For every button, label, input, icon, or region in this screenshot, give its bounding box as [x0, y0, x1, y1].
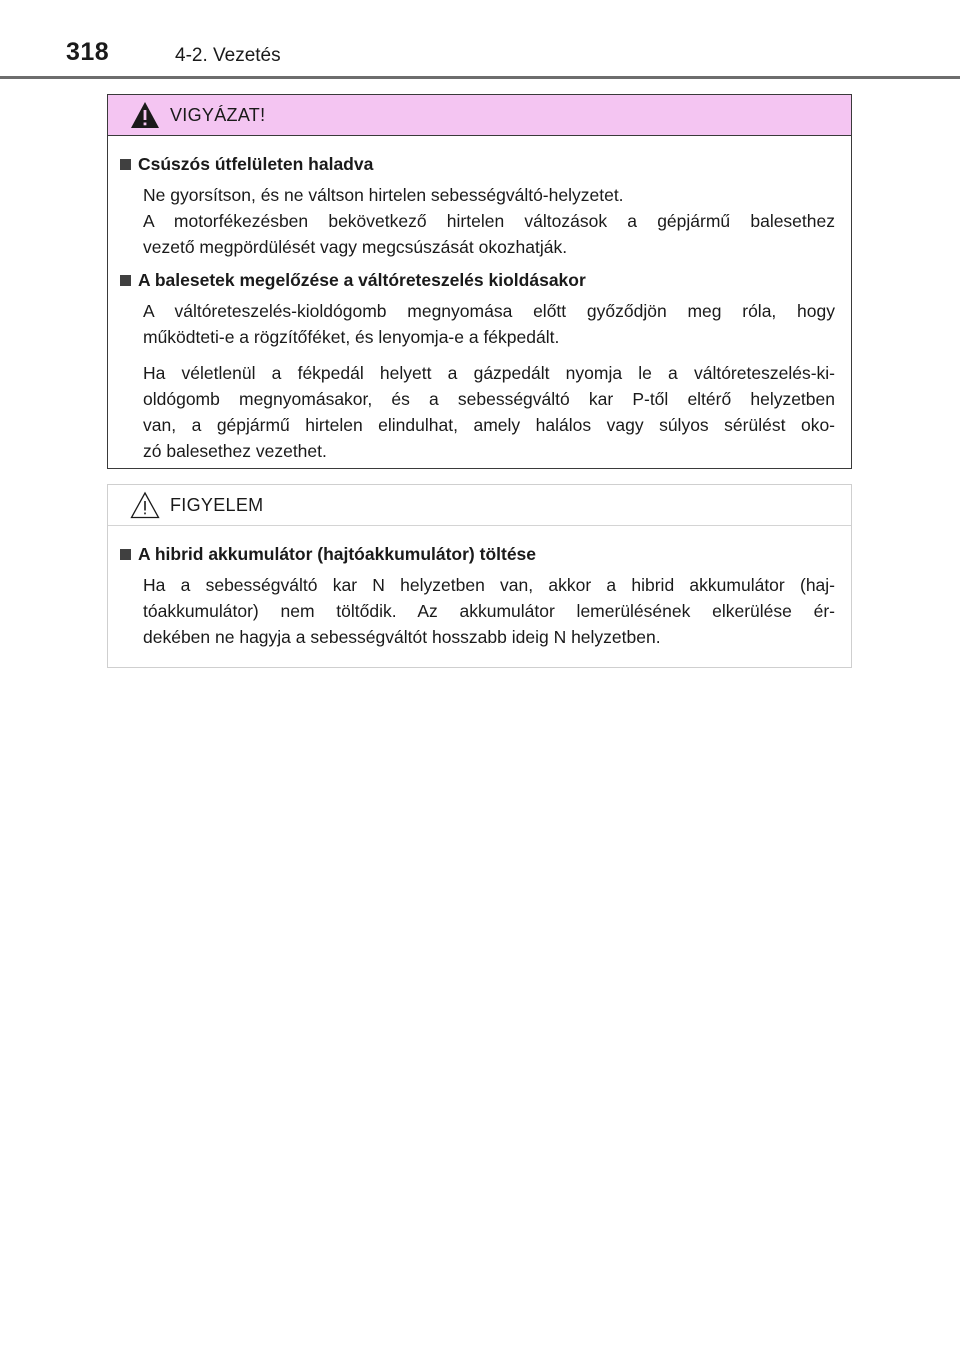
- warning-item-paragraph: [143, 298, 835, 350]
- text-line: Ne gyorsítson, és ne váltson hirtelen sebességváltó-helyzetet.: [143, 185, 624, 205]
- warning-item: [120, 152, 835, 260]
- warning-item-title-text: Csúszós útfelületen haladva: [138, 154, 374, 174]
- warning-box-header: [108, 95, 851, 136]
- square-bullet-icon: [120, 275, 131, 286]
- notice-box: [107, 484, 852, 668]
- text-line: Ha a sebességváltó kar N helyzetben van, akkor a hibrid akkumulátor (haj-: [143, 575, 835, 595]
- notice-item-title-text: A hibrid akkumulátor (hajtóakkumulátor) töltése: [138, 544, 537, 564]
- text-line: A váltóreteszelés-kioldógomb megnyomása előtt győződjön meg róla, hogy: [143, 301, 835, 321]
- section-title: 4-2. Vezetés: [175, 45, 281, 66]
- header-rule: [0, 76, 960, 79]
- notice-box-body: [108, 526, 851, 650]
- notice-item-paragraph: [143, 572, 835, 650]
- warning-item-paragraph: [143, 360, 835, 464]
- warning-item-title: [120, 268, 835, 292]
- text-line: tóakkumulátor) nem töltődik. Az akkumulátor lemerülésének elkerülése ér-: [143, 601, 835, 621]
- warning-triangle-filled-icon: [130, 101, 160, 129]
- warning-item-title-text: A balesetek megelőzése a váltóreteszelés kioldásakor: [138, 270, 586, 290]
- text-line: A motorfékezésben bekövetkező hirtelen változások a gépjármű balesethez: [143, 211, 835, 231]
- warning-item-title: [120, 152, 835, 176]
- page-header: [0, 0, 960, 82]
- notice-box-header: [108, 485, 851, 526]
- warning-box: [107, 94, 852, 469]
- warning-item-paragraph: [143, 182, 835, 260]
- square-bullet-icon: [120, 549, 131, 560]
- page-number: 318: [66, 38, 110, 66]
- warning-item: [120, 268, 835, 464]
- text-line: oldógomb megnyomásakor, és a sebességváltó kar P-től eltérő helyzetben: [143, 389, 835, 409]
- square-bullet-icon: [120, 159, 131, 170]
- text-line: zó balesethez vezethet.: [143, 441, 327, 461]
- warning-triangle-outline-icon: [130, 491, 160, 519]
- warning-box-label: VIGYÁZAT!: [170, 104, 266, 125]
- text-line: Ha véletlenül a fékpedál helyett a gázpedált nyomja le a váltóreteszelés-ki-: [143, 363, 835, 383]
- text-line: vezető megpördülését vagy megcsúszását okozhatják.: [143, 237, 568, 257]
- notice-box-label: FIGYELEM: [170, 494, 264, 515]
- text-line: működteti-e a rögzítőféket, és lenyomja-e a fékpedált.: [143, 327, 560, 347]
- text-line: van, a gépjármű hirtelen elindulhat, amely halálos vagy súlyos sérülést oko-: [143, 415, 835, 435]
- notice-item-title: [120, 542, 835, 566]
- warning-box-body: [108, 136, 851, 464]
- text-line: dekében ne hagyja a sebességváltót hosszabb ideig N helyzetben.: [143, 627, 661, 647]
- notice-item: [120, 542, 835, 650]
